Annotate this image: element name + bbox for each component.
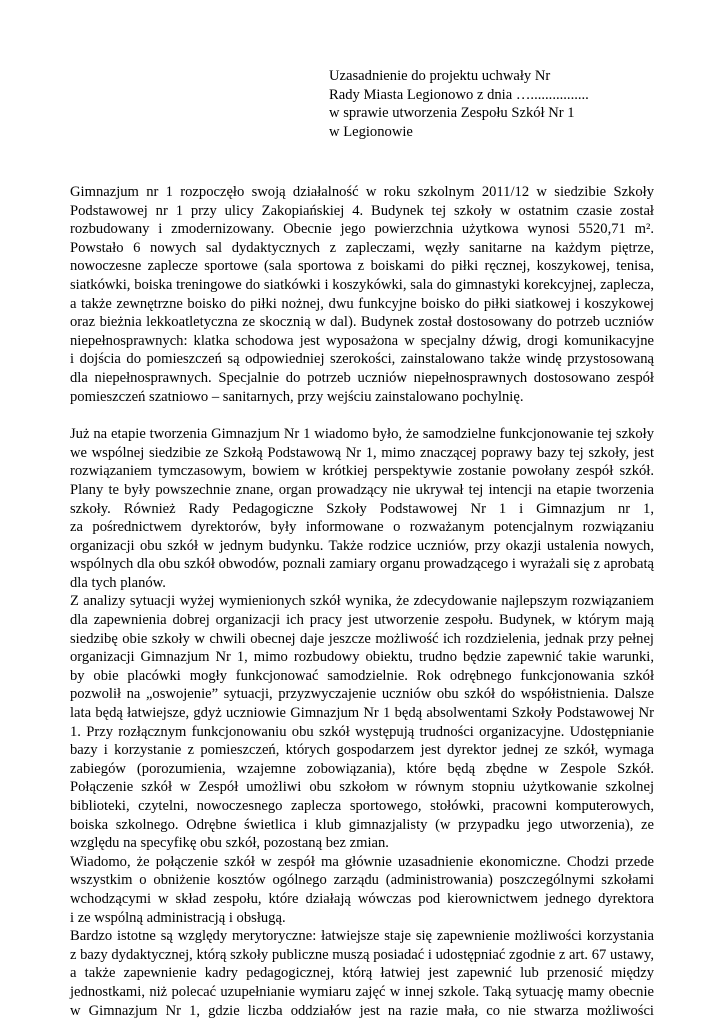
text-line: pomieszczeń szatniowo – sanitarnych, przy wejściu zainstalowano pochylnię.	[70, 388, 524, 405]
text-line: wszystkim o obniżenie kosztów ogólnego zarządu (administrowania) poszczególnymi szkołami	[70, 872, 654, 889]
text-line: dla zapewnienia dobrej organizacji ich pracy jest utworzenie zespołu. Budynek, w którym mają	[70, 612, 654, 629]
text-line: oraz bieżnia lekkoatletyczna ze skocznią w dal). Budynek został dostosowany do potrzeb uczniów	[70, 314, 654, 331]
paragraph	[70, 183, 654, 406]
text-line: szkoły. Również Rady Pedagogiczne Szkoły Podstawowej Nr 1 i Gimnazjum nr 1,	[70, 500, 654, 517]
paragraph	[70, 927, 654, 1020]
text-line: bazy i korzystanie z pomieszczeń, których gospodarzem jest dyrektor jednej ze szkół, wymaga	[70, 742, 654, 759]
text-line: rozbudowany i zmodernizowany. Obecnie jego powierzchnia użytkowa wynosi 5520,71 m².	[70, 221, 654, 238]
text-line: organizacji Gimnazjum Nr 1, mimo rozbudowy obiektu, trudno będzie zapewnić takie warunki,	[70, 649, 654, 666]
text-line: Z analizy sytuacji wyżej wymienionych szkół wynika, że zdecydowanie najlepszym rozwiązaniem	[70, 593, 654, 610]
text-line: Gimnazjum nr 1 rozpoczęło swoją działalność w roku szkolnym 2011/12 w siedzibie Szkoły	[70, 184, 654, 200]
paragraph	[70, 425, 654, 592]
text-line: siedzibę obie szkoły w chwili obecnej daje jeszcze możliwość ich rozdzielenia, jednak przy pełnej	[70, 630, 654, 647]
text-line: siatkówki, boiska treningowe do siatkówki i koszykówki, sala do gimnastyki korekcyjnej, zaplecza,	[70, 276, 654, 293]
text-line: pozwolił na „oswojenie” sytuacji, przyzwyczajenie uczniów obu szkół do współistnienia. Dalsze	[70, 686, 654, 703]
paragraph	[70, 853, 654, 927]
text-line: by obie placówki mogły funkcjonować samodzielnie. Rok odrębnego funkcjonowania szkół	[70, 667, 654, 684]
text-line: wspólnych dla obu szkół obwodów, poznali zamiary organu prowadzącego i wyrażali się z aprobatą	[70, 556, 654, 573]
header-line: Uzasadnienie do projektu uchwały Nr	[329, 68, 551, 84]
text-line: rozwiązaniem tymczasowym, bowiem w krótkiej perspektywie zostanie powołany zespół szkół.	[70, 463, 654, 480]
text-line: biblioteki, czytelni, nowoczesnego zaplecza sportowego, stołówki, pracowni komputerowych,	[70, 798, 654, 814]
text-line: organizacji obu szkół w jednym budynku. Także rodzice uczniów, przy okazji ustalenia nowych,	[70, 537, 654, 554]
paragraph	[70, 592, 654, 852]
text-line: zabiegów (porozumienia, wzajemne zobowiązania), które będą zbędne w Zespole Szkół.	[70, 760, 654, 777]
header-line: Rady Miasta Legionowo z dnia …................	[329, 86, 589, 103]
text-line: w Gimnazjum Nr 1, gdzie liczba oddziałów jest na razie mała, co nie stwarza możliwości	[70, 1002, 654, 1019]
text-line: dla niepełnosprawnych. Specjalnie do potrzeb uczniów niepełnosprawnych dostosowano zespół	[70, 369, 654, 386]
text-line: nowoczesne zaplecze sportowe (sala sportowa z boiskami do piłki ręcznej, koszykowej, tenisa,	[70, 258, 654, 275]
document-header	[329, 67, 659, 141]
text-line: Już na etapie tworzenia Gimnazjum Nr 1 wiadomo było, że samodzielne funkcjonowanie tej szkoły	[70, 426, 654, 443]
text-line: we wspólnej siedzibie ze Szkołą Podstawową Nr 1, mimo znaczącej poprawy bazy tej szkoły, jest	[70, 444, 654, 461]
text-line: i ze wspólną administracją i obsługą.	[70, 909, 286, 926]
paragraph-gap	[70, 406, 654, 425]
text-line: Powstało 6 nowych sal dydaktycznych z zapleczami, węzły sanitarne na każdym piętrze,	[70, 239, 654, 256]
text-line: wchodzącymi w skład zespołu, które działają wówczas pod kierownictwem jednego dyrektora	[70, 890, 654, 907]
text-line: niepełnosprawnych: klatka schodowa jest wyposażona w specjalny dźwig, drogi komunikacyjne	[70, 332, 654, 349]
text-line: boiska szkolnego. Odrębne świetlica i klub gimnazjalisty (w przypadku jego utworzenia), ze	[70, 816, 654, 833]
header-line: w sprawie utworzenia Zespołu Szkół Nr 1	[329, 105, 575, 122]
text-line: Połączenie szkół w Zespół umożliwi obu szkołom w równym stopniu użytkowanie szkolnej	[70, 779, 654, 796]
text-line: a także zewnętrzne boisko do piłki nożnej, dwu funkcyjne boisko do piłki siatkowej i koszykowej	[70, 295, 654, 312]
text-line: 1. Przy rozłącznym funkcjonowaniu obu szkół występują trudności organizacyjne. Udostępnianie	[70, 723, 654, 740]
text-line: Bardzo istotne są względy merytoryczne: łatwiejsze staje się zapewnienie możliwości korzystania	[70, 928, 654, 945]
text-line: względu na specyfikę obu szkół, pozostaną bez zmian.	[70, 835, 389, 852]
text-line: Podstawowej nr 1 przy ulicy Zakopiańskiej 4. Budynek tej szkoły w ostatnim czasie został	[70, 202, 654, 219]
text-line: z bazy dydaktycznej, którą szkoły publiczne muszą posiadać i udostępniać zgodnie z art. 67 ustawy,	[70, 946, 654, 963]
document-body	[70, 183, 654, 1020]
header-line: w Legionowie	[329, 123, 413, 140]
text-line: dla tych planów.	[70, 574, 166, 591]
text-line: i dojścia do pomieszczeń są odpowiedniej szerokości, zainstalowano także windę przystosowaną	[70, 351, 654, 368]
text-line: Plany te były powszechnie znane, organ prowadzący nie ukrywał tej intencji na etapie tworzenia	[70, 481, 654, 498]
text-line: za pośrednictwem dyrektorów, były informowane o rozważanym potencjalnym rozwiązaniu	[70, 519, 654, 536]
text-line: lata będą łatwiejsze, gdyż uczniowie Gimnazjum Nr 1 będą absolwentami Szkoły Podstawowej Nr	[70, 705, 654, 722]
text-line: jednostkami, niż polecać uzupełnianie wymiaru zajęć w innej szkole. Taką sytuację mamy obecnie	[70, 983, 654, 1000]
text-line: a także zapewnienie kadry pedagogicznej, którą łatwiej jest zapewnić lub przenosić między	[70, 965, 654, 982]
text-line: Wiadomo, że połączenie szkół w zespół ma głównie uzasadnienie ekonomiczne. Chodzi przede	[70, 853, 654, 870]
